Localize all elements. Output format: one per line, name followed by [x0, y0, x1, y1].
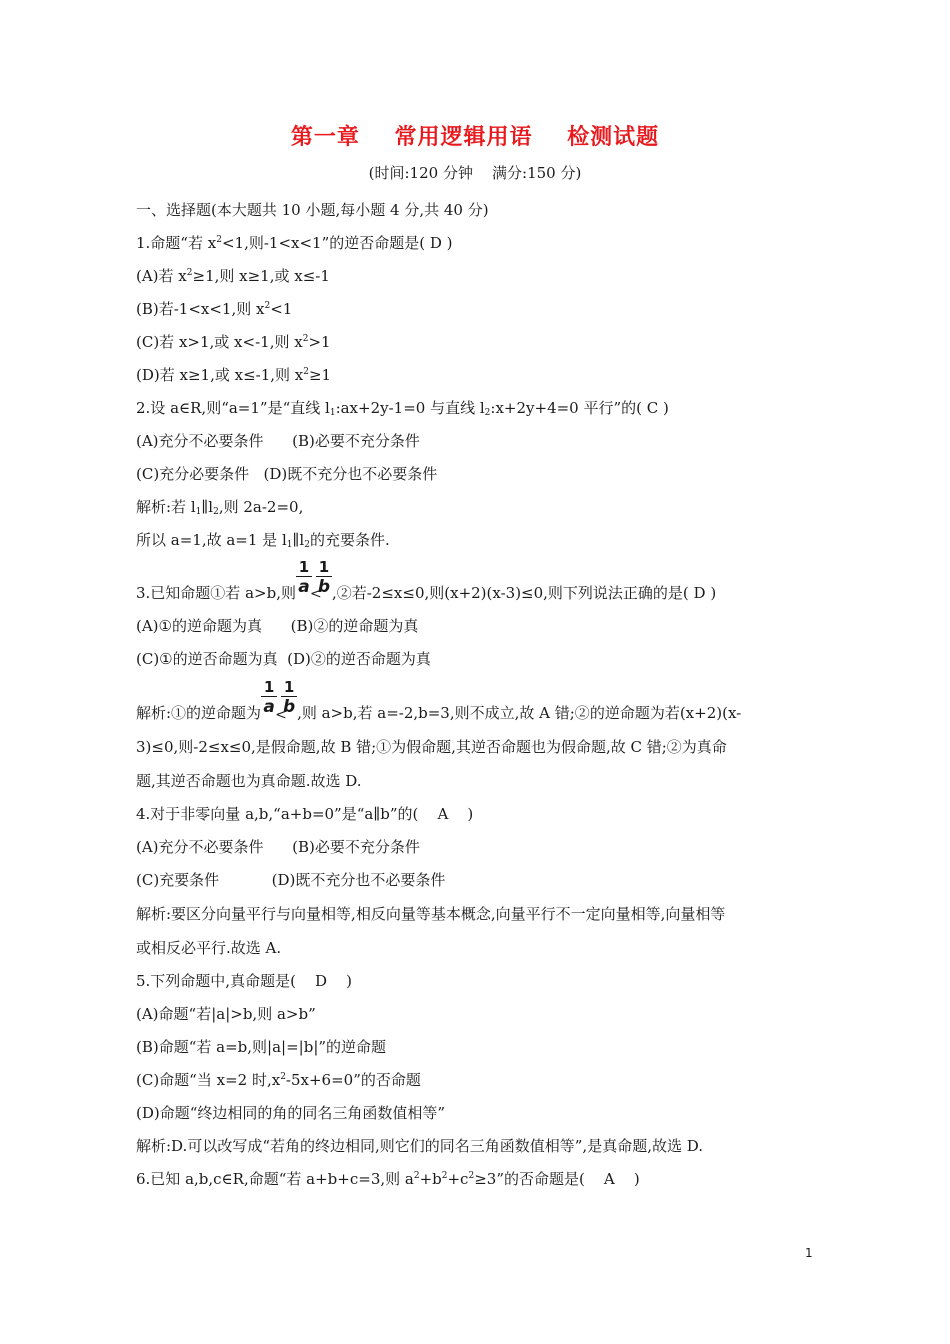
question-1-stem: 1.命题“若 $x^2<1$,则-1<x<1”的逆否命题是( D ) [136, 234, 453, 252]
question-4-options-cd: (C)充要条件 (D)既不充分也不必要条件 [136, 871, 446, 889]
question-5-option-b: (B)命题“若 a=b,则|a|=|b|”的逆命题 [136, 1038, 387, 1056]
page-number: 1 [805, 1246, 813, 1260]
question-list [136, 194, 816, 1196]
question-4-solution-1: 解析:要区分向量平行与向量相等,相反向量等基本概念,向量平行不一定向量相等,向量相等 [136, 905, 726, 923]
question-3-solution-3: 题,其逆否命题也为真命题.故选 D. [136, 772, 362, 790]
question-3-options-cd: (C)①的逆否命题为真 (D)②的逆否命题为真 [136, 650, 431, 668]
question-4-solution-2: 或相反必平行.故选 A. [136, 939, 282, 957]
exam-info: (时间:120 分钟 满分:150 分) [368, 164, 582, 182]
question-5-stem: 5.下列命题中,真命题是( D ) [136, 972, 352, 990]
question-4-stem: 4.对于非零向量 a,b,“a+b=0”是“a∥b”的( A ) [136, 805, 474, 823]
question-2-stem: 2.设 a∈R,则“a=1”是“直线 $l_1:ax+2y-1=0$ 与直线 $l_2:x+2y+4=0$ 平行”的( C ) [136, 399, 669, 418]
question-3-solution-2: 3)≤0,则-2≤x≤0,是假命题,故 B 错;①为假命题,其逆否命题也为假命题,故 C 错;②为真命 [136, 738, 727, 756]
question-2-options-cd: (C)充分必要条件 (D)既不充分也不必要条件 [136, 465, 438, 483]
question-2-solution-1: 解析:若 $l_1\parallel l_2$,则 2a-2=0, [136, 498, 304, 517]
question-1-option-d: (D)若 x≥1,或 x≤-1,则 $x^2\ge 1$ [136, 366, 332, 384]
question-5-option-c: (C)命题“当 x=2 时$,x^2-5x+6=0$”的否命题 [136, 1071, 421, 1089]
question-5-option-d: (D)命题“终边相同的角的同名三角函数值相等” [136, 1104, 446, 1122]
question-1-option-c: (C)若 x>1,或 x<-1,则 $x^2>1$ [136, 333, 331, 351]
fraction-inequality: $\frac{1}{a}$ < $\frac{1}{b}$ [261, 708, 297, 718]
question-3-solution-1: 解析:①的逆命题为 $\frac{1}{a}$ < $\frac{1}{b}$ ,则 a>b,若 a=-2,b=3,则不成立,故 A 错;②的逆命题为若(x+2)(x- [136, 678, 742, 723]
question-1-option-a: (A)若 $x^2\ge 1$,则 x≥1,或 x≤-1 [136, 267, 330, 285]
question-5-option-a: (A)命题“若|a|>b,则 a>b” [136, 1005, 316, 1023]
question-2-options-ab: (A)充分不必要条件 (B)必要不充分条件 [136, 432, 420, 450]
question-4-options-ab: (A)充分不必要条件 (B)必要不充分条件 [136, 838, 420, 856]
page-title: 第一章 常用逻辑用语 检测试题 [290, 125, 660, 150]
question-1-option-b: (B)若-1<x<1,则 $x^2<1$ [136, 300, 293, 318]
question-5-solution: 解析:D.可以改写成“若角的终边相同,则它们的同名三角函数值相等”,是真命题,故选 D. [136, 1137, 703, 1155]
question-3-options-ab: (A)①的逆命题为真 (B)②的逆命题为真 [136, 617, 419, 635]
question-3-stem: 3.已知命题①若 a>b,则 $\frac{1}{a}$ < $\frac{1}{b}$ ,②若-2≤x≤0,则(x+2)(x-3)≤0,则下列说法正确的是( D ) [136, 558, 717, 602]
question-6-stem: 6.已知 a,b,c∈R,命题“若 a+b+c=3,则 $a^2+b^2+c^2\ge 3$”的否命题是( A ) [136, 1170, 640, 1188]
question-2-solution-2: 所以 a=1,故 a=1 是 $l_1\parallel l_2$的充要条件. [136, 531, 390, 550]
fraction-inequality: $\frac{1}{a}$ < $\frac{1}{b}$ [296, 588, 332, 598]
section-heading: 一、选择题(本大题共 10 小题,每小题 4 分,共 40 分) [136, 201, 489, 219]
